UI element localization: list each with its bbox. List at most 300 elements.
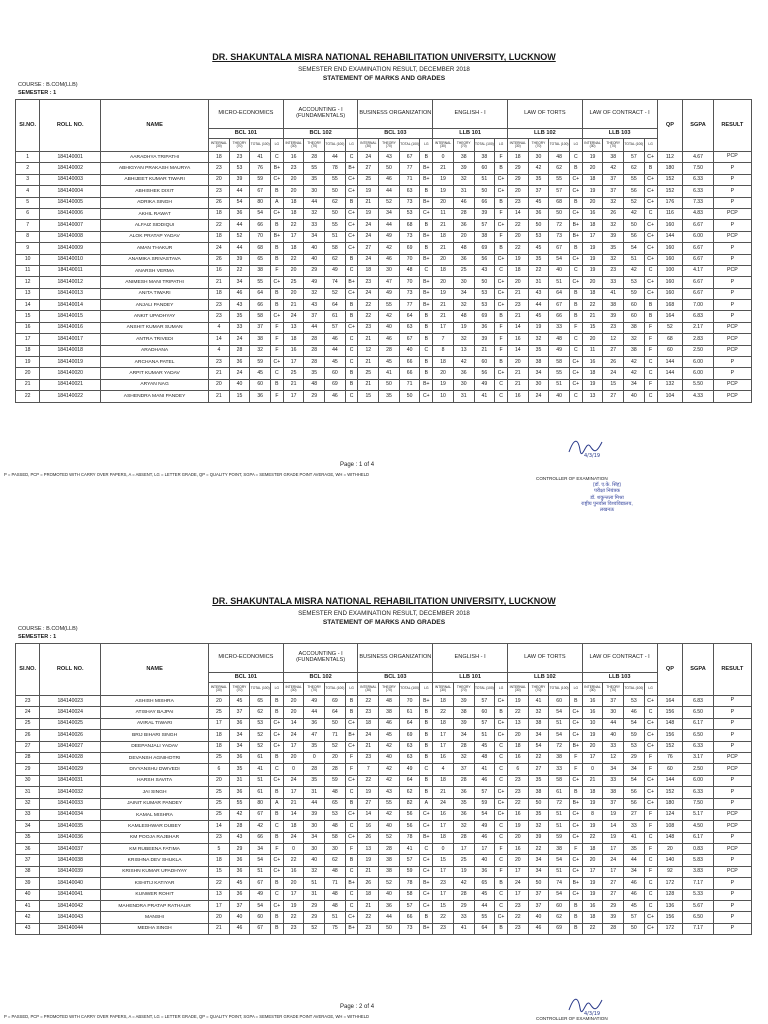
cell-sl-no: 21 — [16, 379, 40, 390]
cell-theory: 38 — [603, 152, 624, 163]
cell-internal: 18 — [433, 775, 454, 786]
cell-sl-no: 26 — [16, 730, 40, 741]
cell-theory: 36 — [379, 901, 400, 912]
cell-roll-no: 184140014 — [40, 300, 101, 311]
cell-roll-no: 184140003 — [40, 174, 101, 185]
cell-sgpa: 5.17 — [683, 809, 713, 820]
cell-grade: B — [569, 787, 582, 798]
cell-theory: 36 — [229, 718, 250, 729]
cell-total: 68 — [250, 243, 271, 254]
cell-theory: 39 — [453, 696, 474, 707]
cell-result: P — [713, 741, 751, 752]
cell-internal: 21 — [507, 288, 528, 299]
cell-total: 62 — [399, 787, 420, 798]
cell-sl-no: 10 — [16, 254, 40, 265]
cell-internal: 14 — [358, 809, 379, 820]
cell-grade: C — [644, 707, 657, 718]
cell-total: 39 — [474, 334, 495, 345]
cell-internal: 27 — [358, 163, 379, 174]
table-row — [16, 243, 752, 254]
cell-theory: 28 — [304, 357, 325, 368]
cell-grade: B+ — [569, 220, 582, 231]
cell-grade: C — [271, 368, 284, 379]
cell-grade: B+ — [271, 231, 284, 242]
cell-grade: F — [644, 844, 657, 855]
cell-grade: B — [345, 855, 358, 866]
table-row — [16, 311, 752, 322]
cell-qp: 144 — [657, 357, 683, 368]
cell-total: 65 — [325, 798, 346, 809]
cell-total: 56 — [399, 821, 420, 832]
cell-roll-no: 184140033 — [40, 798, 101, 809]
cell-internal: 19 — [582, 265, 603, 276]
cell-grade: B+ — [420, 174, 433, 185]
cell-theory: 36 — [229, 889, 250, 900]
cell-theory: 44 — [379, 912, 400, 923]
cell-total: 45 — [474, 889, 495, 900]
cell-theory: 35 — [229, 311, 250, 322]
cell-grade: C+ — [569, 821, 582, 832]
cell-theory: 52 — [379, 878, 400, 889]
cell-grade: C+ — [569, 775, 582, 786]
cell-internal: 18 — [433, 231, 454, 242]
cell-grade: B — [569, 912, 582, 923]
cell-theory: 32 — [453, 334, 474, 345]
cell-sgpa: 6.00 — [683, 231, 713, 242]
cell-roll-no: 184140027 — [40, 741, 101, 752]
cell-internal: 22 — [209, 878, 230, 889]
cell-internal: 13 — [507, 718, 528, 729]
cell-theory: 39 — [229, 174, 250, 185]
cell-theory: 15 — [229, 391, 250, 402]
cell-roll-no: 184140029 — [40, 764, 101, 775]
cell-total: 61 — [325, 311, 346, 322]
cell-grade: F — [569, 752, 582, 763]
cell-theory: 28 — [304, 764, 325, 775]
cell-sl-no: 17 — [16, 334, 40, 345]
cell-student-name: KM RUBEENA FATIMA — [101, 844, 209, 855]
cell-theory: 28 — [453, 775, 474, 786]
cell-internal: 17 — [283, 889, 304, 900]
header-subject-name: MICRO-ECONOMICS — [209, 644, 284, 673]
cell-total: 67 — [250, 186, 271, 197]
cell-grade: C+ — [495, 277, 508, 288]
cell-internal: 25 — [209, 787, 230, 798]
cell-internal: 18 — [209, 152, 230, 163]
header-lg: LG — [271, 139, 284, 152]
cell-sl-no: 40 — [16, 889, 40, 900]
cell-total: 56 — [624, 798, 645, 809]
cell-total: 54 — [549, 730, 570, 741]
cell-total: 69 — [474, 311, 495, 322]
cell-total: 52 — [624, 197, 645, 208]
legend-text: P = PASSED, PCP = PROMOTED WITH CARRY OVER PAPERS, A = ABSENT, LG = LETTER GRADE, QP = QUALITY POINT, SGPA = SEMESTER GRADE POINT AVERAGE, WH = WITHHELD — [4, 472, 370, 477]
cell-internal: 25 — [209, 809, 230, 820]
cell-internal: 23 — [358, 752, 379, 763]
cell-total: 66 — [250, 220, 271, 231]
cell-qp: 152 — [657, 787, 683, 798]
cell-internal: 18 — [582, 844, 603, 855]
cell-total: 45 — [250, 368, 271, 379]
header-lg: LG — [495, 683, 508, 696]
header-roll-no: ROLL NO. — [40, 644, 101, 696]
table-row — [16, 391, 752, 402]
header-subject-name: LAW OF CONTRACT - I — [582, 644, 657, 673]
cell-total: 73 — [549, 231, 570, 242]
cell-grade: C+ — [271, 311, 284, 322]
cell-total: 60 — [624, 300, 645, 311]
header-internal: INTERNAL (30) — [209, 683, 230, 696]
cell-total: 52 — [325, 741, 346, 752]
cell-grade: C+ — [345, 775, 358, 786]
cell-grade: B — [271, 752, 284, 763]
header-internal: INTERNAL (30) — [507, 139, 528, 152]
cell-grade: C — [345, 265, 358, 276]
cell-internal: 18 — [209, 741, 230, 752]
cell-internal: 26 — [358, 878, 379, 889]
cell-total: 71 — [325, 730, 346, 741]
header-lg: LG — [569, 683, 582, 696]
cell-total: 62 — [624, 163, 645, 174]
cell-grade: F — [495, 844, 508, 855]
cell-sgpa: 6.67 — [683, 254, 713, 265]
cell-grade: B — [420, 912, 433, 923]
cell-theory: 38 — [603, 300, 624, 311]
cell-student-name: DEEPANJALI YADAV — [101, 741, 209, 752]
cell-sgpa: 7.17 — [683, 923, 713, 934]
cell-theory: 39 — [528, 832, 549, 843]
cell-grade: C+ — [644, 787, 657, 798]
cell-theory: 31 — [229, 775, 250, 786]
cell-total: 53 — [624, 741, 645, 752]
cell-total: 59 — [624, 730, 645, 741]
cell-qp: 124 — [657, 809, 683, 820]
table-row — [16, 174, 752, 185]
cell-grade: F — [271, 844, 284, 855]
cell-internal: 22 — [507, 707, 528, 718]
cell-internal: 12 — [358, 345, 379, 356]
cell-internal: 23 — [507, 197, 528, 208]
cell-sl-no: 8 — [16, 231, 40, 242]
cell-grade: B — [271, 787, 284, 798]
cell-grade: C — [495, 391, 508, 402]
cell-theory: 44 — [229, 186, 250, 197]
cell-total: 72 — [549, 741, 570, 752]
signature-image — [566, 994, 606, 1016]
cell-internal: 24 — [283, 832, 304, 843]
cell-total: 65 — [250, 254, 271, 265]
cell-qp: 148 — [657, 718, 683, 729]
cell-grade: C — [271, 821, 284, 832]
cell-theory: 33 — [304, 220, 325, 231]
cell-grade: C+ — [420, 889, 433, 900]
cell-grade: B+ — [420, 288, 433, 299]
cell-grade: C+ — [569, 809, 582, 820]
cell-internal: 21 — [283, 379, 304, 390]
cell-total: 38 — [474, 231, 495, 242]
header-subject-code: BCL 103 — [358, 673, 433, 683]
cell-sl-no: 14 — [16, 300, 40, 311]
cell-internal: 20 — [283, 707, 304, 718]
cell-total: 61 — [250, 787, 271, 798]
cell-theory: 24 — [229, 368, 250, 379]
cell-internal: 21 — [209, 923, 230, 934]
cell-total: 65 — [474, 878, 495, 889]
cell-total: 71 — [325, 878, 346, 889]
cell-result: P — [713, 832, 751, 843]
cell-theory: 43 — [379, 787, 400, 798]
cell-total: 53 — [474, 300, 495, 311]
cell-roll-no: 184140019 — [40, 357, 101, 368]
cell-grade: F — [644, 334, 657, 345]
cell-internal: 20 — [507, 231, 528, 242]
cell-theory: 38 — [379, 866, 400, 877]
cell-result: PCP — [713, 322, 751, 333]
cell-qp: 164 — [657, 696, 683, 707]
cell-internal: 8 — [433, 345, 454, 356]
cell-internal: 23 — [507, 775, 528, 786]
cell-internal: 20 — [507, 855, 528, 866]
header-theory: THEORY (70) — [603, 683, 624, 696]
cell-grade: F — [495, 345, 508, 356]
cell-result: PCP — [713, 334, 751, 345]
cell-grade: B — [420, 368, 433, 379]
cell-roll-no: 184140040 — [40, 878, 101, 889]
cell-internal: 22 — [358, 300, 379, 311]
cell-grade: C+ — [569, 208, 582, 219]
cell-grade: C+ — [345, 174, 358, 185]
cell-student-name: BRIJ BIHARI SINGH — [101, 730, 209, 741]
cell-total: 50 — [624, 923, 645, 934]
cell-grade: C — [495, 901, 508, 912]
cell-roll-no: 184140009 — [40, 243, 101, 254]
cell-sgpa: 7.33 — [683, 197, 713, 208]
cell-grade: C+ — [271, 277, 284, 288]
cell-internal: 23 — [209, 300, 230, 311]
cell-sl-no: 37 — [16, 855, 40, 866]
cell-grade: B — [345, 368, 358, 379]
cell-internal: 11 — [582, 345, 603, 356]
cell-student-name: AMAN THAKUR — [101, 243, 209, 254]
cell-grade: C+ — [495, 220, 508, 231]
cell-grade: C — [495, 764, 508, 775]
cell-total: 71 — [399, 379, 420, 390]
cell-grade: B — [495, 197, 508, 208]
cell-theory: 35 — [379, 391, 400, 402]
cell-grade: C — [569, 345, 582, 356]
cell-sgpa: 6.67 — [683, 243, 713, 254]
cell-grade: B — [420, 775, 433, 786]
cell-result: PCP — [713, 152, 751, 163]
cell-theory: 33 — [229, 322, 250, 333]
cell-sl-no: 16 — [16, 322, 40, 333]
table-row — [16, 878, 752, 889]
cell-total: 51 — [549, 866, 570, 877]
cell-grade: F — [271, 334, 284, 345]
table-row — [16, 718, 752, 729]
cell-grade: C+ — [569, 707, 582, 718]
cell-roll-no: 184140041 — [40, 889, 101, 900]
table-row — [16, 798, 752, 809]
cell-total: 40 — [549, 391, 570, 402]
cell-grade: B — [271, 707, 284, 718]
cell-grade: C+ — [271, 901, 284, 912]
cell-grade: C — [644, 901, 657, 912]
cell-roll-no: 184140012 — [40, 277, 101, 288]
cell-sgpa: 6.50 — [683, 730, 713, 741]
cell-internal: 22 — [283, 855, 304, 866]
cell-grade: C+ — [420, 821, 433, 832]
cell-internal: 15 — [582, 322, 603, 333]
cell-grade: B — [271, 912, 284, 923]
cell-internal: 14 — [507, 322, 528, 333]
cell-internal: 25 — [209, 752, 230, 763]
cell-internal: 22 — [358, 912, 379, 923]
cell-theory: 19 — [528, 322, 549, 333]
cell-theory: 40 — [528, 912, 549, 923]
cell-grade: C — [644, 265, 657, 276]
cell-grade: C+ — [644, 186, 657, 197]
header-theory: THEORY (70) — [453, 139, 474, 152]
table-row — [16, 186, 752, 197]
cell-theory: 22 — [528, 752, 549, 763]
cell-student-name: AKHIL RAWAT — [101, 208, 209, 219]
cell-grade: F — [495, 231, 508, 242]
cell-theory: 41 — [453, 923, 474, 934]
cell-grade: B — [345, 379, 358, 390]
cell-theory: 43 — [229, 832, 250, 843]
cell-result: PCP — [713, 764, 751, 775]
cell-theory: 29 — [304, 912, 325, 923]
cell-internal: 23 — [358, 707, 379, 718]
cell-internal: 20 — [283, 186, 304, 197]
cell-total: 60 — [474, 357, 495, 368]
header-total: TOTAL (100) — [624, 683, 645, 696]
cell-grade: F — [345, 844, 358, 855]
cell-theory: 37 — [229, 707, 250, 718]
cell-theory: 29 — [304, 265, 325, 276]
cell-roll-no: 184140022 — [40, 391, 101, 402]
cell-theory: 37 — [603, 174, 624, 185]
cell-roll-no: 184140036 — [40, 832, 101, 843]
cell-result: PCP — [713, 752, 751, 763]
cell-internal: 20 — [209, 379, 230, 390]
cell-grade: B+ — [420, 832, 433, 843]
cell-total: 46 — [325, 391, 346, 402]
cell-total: 60 — [624, 311, 645, 322]
cell-internal: 18 — [283, 208, 304, 219]
cell-grade: C+ — [644, 912, 657, 923]
cell-total: 45 — [624, 901, 645, 912]
cell-grade: B — [420, 311, 433, 322]
cell-internal: 14 — [209, 334, 230, 345]
cell-total: 42 — [624, 265, 645, 276]
cell-grade: C — [495, 775, 508, 786]
cell-grade: B — [569, 696, 582, 707]
cell-internal: 20 — [582, 163, 603, 174]
header-subject-code: LLB 103 — [582, 673, 657, 683]
cell-sl-no: 36 — [16, 844, 40, 855]
cell-theory: 27 — [603, 391, 624, 402]
cell-total: 33 — [549, 764, 570, 775]
cell-theory: 32 — [453, 821, 474, 832]
cell-internal: 25 — [283, 368, 304, 379]
cell-grade: C+ — [345, 741, 358, 752]
cell-roll-no: 184140004 — [40, 186, 101, 197]
cell-theory: 40 — [229, 912, 250, 923]
cell-grade: B — [495, 707, 508, 718]
header-internal: INTERNAL (30) — [358, 139, 379, 152]
cell-sgpa: 6.00 — [683, 357, 713, 368]
table-row — [16, 220, 752, 231]
cell-theory: 39 — [304, 809, 325, 820]
table-row — [16, 787, 752, 798]
cell-result: P — [713, 311, 751, 322]
cell-total: 82 — [399, 798, 420, 809]
cell-theory: 45 — [379, 730, 400, 741]
cell-theory: 30 — [453, 379, 474, 390]
cell-theory: 35 — [229, 764, 250, 775]
cell-internal: 23 — [358, 322, 379, 333]
cell-total: 67 — [250, 923, 271, 934]
cell-theory: 37 — [528, 901, 549, 912]
cell-total: 54 — [549, 889, 570, 900]
cell-total: 55 — [624, 174, 645, 185]
cell-theory: 34 — [453, 730, 474, 741]
cell-theory: 50 — [528, 220, 549, 231]
cell-sl-no: 27 — [16, 741, 40, 752]
cell-theory: 24 — [603, 368, 624, 379]
cell-grade: F — [495, 866, 508, 877]
cell-theory: 53 — [528, 231, 549, 242]
cell-sl-no: 9 — [16, 243, 40, 254]
cell-grade: C+ — [644, 696, 657, 707]
cell-sl-no: 35 — [16, 832, 40, 843]
cell-total: 57 — [474, 787, 495, 798]
header-internal: INTERNAL (30) — [582, 139, 603, 152]
cell-total: 48 — [325, 866, 346, 877]
cell-grade: C+ — [271, 775, 284, 786]
cell-internal: 13 — [209, 889, 230, 900]
cell-internal: 20 — [507, 277, 528, 288]
cell-total: 80 — [250, 798, 271, 809]
cell-internal: 24 — [433, 798, 454, 809]
cell-total: 62 — [250, 707, 271, 718]
cell-sl-no: 20 — [16, 368, 40, 379]
cell-internal: 21 — [358, 741, 379, 752]
cell-internal: 25 — [358, 174, 379, 185]
cell-grade: C — [644, 878, 657, 889]
cell-roll-no: 184140015 — [40, 311, 101, 322]
cell-grade: C — [644, 357, 657, 368]
cell-grade: C+ — [420, 809, 433, 820]
cell-theory: 27 — [603, 878, 624, 889]
cell-qp: 144 — [657, 368, 683, 379]
cell-internal: 21 — [433, 787, 454, 798]
cell-qp: 156 — [657, 707, 683, 718]
cell-grade: C+ — [345, 231, 358, 242]
cell-total: 50 — [325, 208, 346, 219]
cell-theory: 36 — [304, 718, 325, 729]
cell-total: 62 — [325, 254, 346, 265]
cell-grade: C+ — [569, 889, 582, 900]
cell-theory: 32 — [304, 866, 325, 877]
cell-internal: 18 — [283, 334, 304, 345]
table-row — [16, 163, 752, 174]
table-row — [16, 208, 752, 219]
cell-sl-no: 43 — [16, 923, 40, 934]
cell-theory: 39 — [453, 718, 474, 729]
